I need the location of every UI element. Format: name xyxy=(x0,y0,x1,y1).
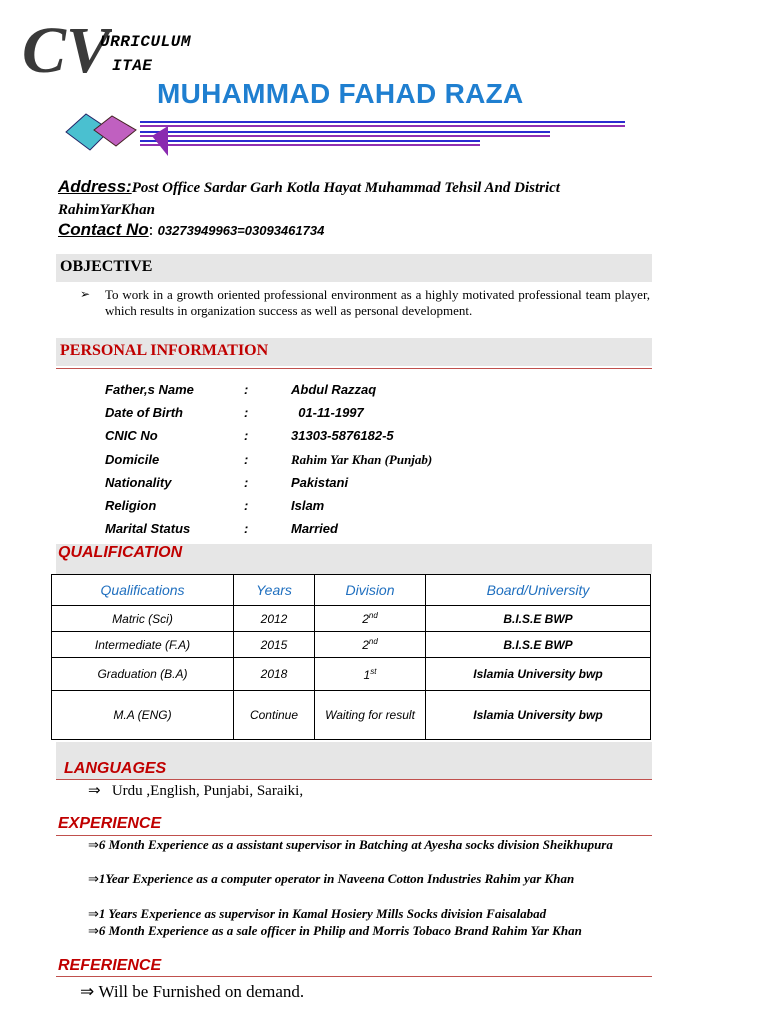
experience-text: 1 Years Experience as supervisor in Kamal Hosiery Mills Socks division Faisalabad xyxy=(98,906,547,921)
personal-value: 01-11-1997 xyxy=(291,405,364,420)
languages-arrow: ⇒ xyxy=(88,783,101,799)
personal-bar xyxy=(56,338,652,366)
address-value: Post Office Sardar Garh Kotla Hayat Muhammad Tehsil And District RahimYarKhan xyxy=(58,180,560,218)
reference-rule xyxy=(56,976,652,977)
cell-qualification: Matric (Sci) xyxy=(52,606,234,632)
languages-rule xyxy=(56,779,652,780)
experience-title: EXPERIENCE xyxy=(58,815,162,832)
cell-division: 2nd xyxy=(315,632,426,658)
cell-year: Continue xyxy=(234,691,315,740)
qualification-bar xyxy=(56,544,652,574)
experience-arrow: ⇒ xyxy=(88,837,99,852)
contact-label: Contact No xyxy=(58,220,149,239)
personal-colon: : xyxy=(244,475,249,490)
experience-text: 1Year Experience as a computer operator in Naveena Cotton Industries Rahim yar Khan xyxy=(98,871,575,886)
personal-value: Married xyxy=(291,521,338,536)
personal-colon: : xyxy=(244,498,249,513)
cell-year: 2012 xyxy=(234,606,315,632)
cv-word-vitae: ITAE xyxy=(112,57,153,75)
header-decoration xyxy=(60,108,640,163)
cell-board: B.I.S.E BWP xyxy=(426,632,651,658)
qualification-header-row xyxy=(52,575,651,606)
experience-text: 6 Month Experience as a sale officer in Philip and Morris Tobaco Brand Rahim Yar Khan xyxy=(98,923,582,938)
personal-rule xyxy=(56,368,652,369)
col-header-division: Division xyxy=(315,575,426,606)
cv-word-curriculum: URRICULUM xyxy=(100,33,191,51)
experience-text: 6 Month Experience as a assistant supervisor in Batching at Ayesha socks division Sheikhupura xyxy=(98,837,613,852)
reference-arrow: ⇒ xyxy=(80,982,95,1001)
personal-value: Islam xyxy=(291,498,325,513)
cell-qualification: M.A (ENG) xyxy=(52,691,234,740)
personal-colon: : xyxy=(244,382,249,397)
objective-title: OBJECTIVE xyxy=(60,258,153,275)
experience-item xyxy=(88,837,650,853)
address-block xyxy=(58,176,658,221)
cell-qualification: Graduation (B.A) xyxy=(52,658,234,691)
table-row xyxy=(52,691,651,740)
cell-division: 1st xyxy=(315,658,426,691)
objective-text: To work in a growth oriented professional environment as a highly motivated professional team player, which results in organization success as well as personal development. xyxy=(105,287,650,318)
languages-text: Urdu ,English, Punjabi, Saraiki, xyxy=(111,783,304,799)
col-header-years: Years xyxy=(234,575,315,606)
cell-division: 2nd xyxy=(315,606,426,632)
personal-label: Marital Status xyxy=(105,521,191,536)
objective-bar xyxy=(56,254,652,282)
cell-board: Islamia University bwp xyxy=(426,658,651,691)
languages-line xyxy=(88,781,303,800)
personal-colon: : xyxy=(244,428,249,443)
experience-item xyxy=(88,871,650,887)
reference-title: REFERIENCE xyxy=(58,957,162,974)
table-row xyxy=(52,632,651,658)
table-row xyxy=(52,606,651,632)
candidate-name: MUHAMMAD FAHAD RAZA xyxy=(157,78,524,109)
table-row xyxy=(52,658,651,691)
personal-value: Abdul Razzaq xyxy=(291,382,377,397)
personal-colon: : xyxy=(244,452,249,467)
personal-colon: : xyxy=(244,405,249,420)
qualification-table xyxy=(51,574,651,740)
personal-label: Domicile xyxy=(105,452,160,467)
personal-title: PERSONAL INFORMATION xyxy=(60,342,269,359)
objective-bullet: ➢ xyxy=(80,287,91,301)
cv-logo-c: CV xyxy=(22,14,111,87)
cell-board: B.I.S.E BWP xyxy=(426,606,651,632)
contact-block xyxy=(58,220,324,240)
cell-year: 2018 xyxy=(234,658,315,691)
personal-label: Date of Birth xyxy=(105,405,183,420)
experience-rule xyxy=(56,835,652,836)
personal-value: 31303-5876182-5 xyxy=(291,428,394,443)
col-header-board: Board/University xyxy=(426,575,651,606)
personal-colon: : xyxy=(244,521,249,536)
cell-qualification: Intermediate (F.A) xyxy=(52,632,234,658)
personal-value: Rahim Yar Khan (Punjab) xyxy=(291,452,433,467)
col-header-qualifications: Qualifications xyxy=(52,575,234,606)
cv-logo xyxy=(22,14,112,114)
languages-title: LANGUAGES xyxy=(64,760,167,777)
contact-value: 03273949963=03093461734 xyxy=(157,223,325,238)
personal-value: Pakistani xyxy=(291,475,349,490)
personal-label: Nationality xyxy=(105,475,172,490)
reference-text: Will be Furnished on demand. xyxy=(98,982,305,1001)
contact-colon: : xyxy=(148,220,154,239)
experience-arrow: ⇒ xyxy=(88,906,99,921)
cell-board: Islamia University bwp xyxy=(426,691,651,740)
experience-arrow: ⇒ xyxy=(88,923,99,938)
cell-year: 2015 xyxy=(234,632,315,658)
qualification-title: QUALIFICATION xyxy=(58,544,183,561)
languages-bar xyxy=(56,742,652,780)
cell-division: Waiting for result xyxy=(315,691,426,740)
reference-line xyxy=(80,982,304,1002)
experience-arrow: ⇒ xyxy=(88,871,99,886)
personal-label: Religion xyxy=(105,498,157,513)
address-label: Address: xyxy=(58,177,132,196)
experience-item xyxy=(88,906,650,922)
personal-label: Father,s Name xyxy=(105,382,194,397)
experience-item xyxy=(88,923,650,939)
personal-label: CNIC No xyxy=(105,428,158,443)
